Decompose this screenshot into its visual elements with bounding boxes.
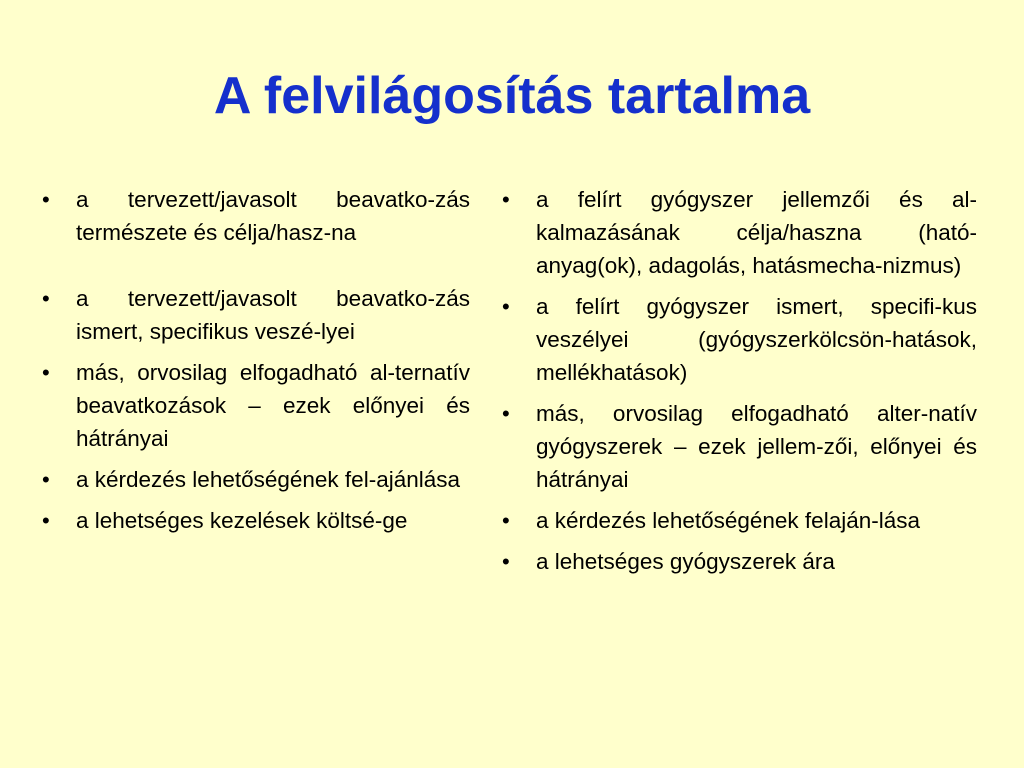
bullet-icon: •: [42, 508, 50, 533]
list-item: [500, 397, 977, 496]
list-item-text: a lehetséges gyógyszerek ára: [536, 549, 835, 574]
list-item: [40, 504, 470, 537]
list-item: [40, 282, 470, 348]
bullet-icon: •: [42, 187, 50, 212]
list-item: [500, 545, 977, 578]
list-item-text: a felírt gyógyszer ismert, specifi-kus veszélyei (gyógyszerkölcsön-hatások, mellékhatások): [536, 294, 977, 385]
left-column-list: [40, 183, 470, 545]
list-item-text: a tervezett/javasolt beavatko-zás természete és célja/hasz-na: [76, 187, 470, 245]
list-item: [40, 183, 470, 249]
slide-title: A felvilágosítás tartalma: [213, 67, 811, 125]
list-item-text: a lehetséges kezelések költsé-ge: [76, 508, 408, 533]
bullet-icon: •: [42, 467, 50, 492]
bullet-icon: •: [502, 294, 510, 319]
list-item: [40, 356, 470, 455]
bullet-icon: •: [502, 401, 510, 426]
list-item-text: a kérdezés lehetőségének felaján-lása: [536, 508, 921, 533]
right-column-list: [500, 183, 977, 586]
list-item: [500, 290, 977, 389]
list-item-text: a tervezett/javasolt beavatko-zás ismert, specifikus veszé-lyei: [76, 286, 470, 344]
list-item: [40, 463, 470, 496]
bullet-icon: •: [502, 187, 510, 212]
list-item: [500, 504, 977, 537]
list-item-text: a kérdezés lehetőségének fel-ajánlása: [76, 467, 461, 492]
list-item-text: más, orvosilag elfogadható alter-natív gyógyszerek – ezek jellem-zői, előnyei és hátrányai: [536, 401, 977, 492]
bullet-icon: •: [502, 508, 510, 533]
list-item-text: a felírt gyógyszer jellemzői és al-kalmazásának célja/haszna (ható-anyag(ok), adagolás, hatásmecha-nizmus): [536, 187, 977, 278]
bullet-icon: •: [42, 360, 50, 385]
list-item-text: más, orvosilag elfogadható al-ternatív beavatkozások – ezek előnyei és hátrányai: [76, 360, 470, 451]
list-item: [500, 183, 977, 282]
bullet-icon: •: [42, 286, 50, 311]
bullet-icon: •: [502, 549, 510, 574]
